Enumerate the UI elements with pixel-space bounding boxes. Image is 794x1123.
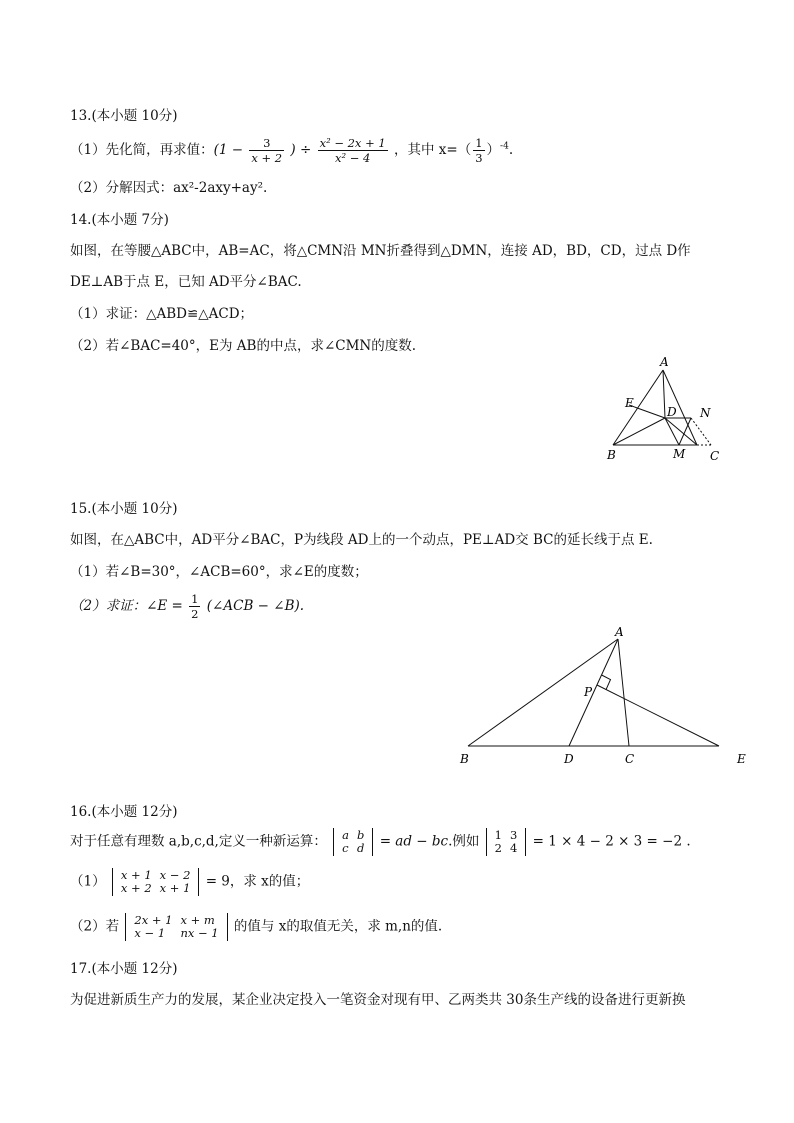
q14-stem-1: 如图，在等腰△ABC中，AB=AC，将△CMN沿 MN折叠得到△DMN，连接 AD，BD，CD，过点 D作: [70, 243, 691, 259]
q14-part2: （2）若∠BAC=40°，E为 AB的中点，求∠CMN的度数.: [70, 338, 417, 354]
det-cell: nx − 1: [180, 926, 219, 940]
q15-header: 15.(本小题 10分): [70, 501, 178, 517]
q16-example-word: .例如: [448, 833, 480, 850]
q16-part2: [70, 913, 442, 941]
q14-header: 14.(本小题 7分): [70, 212, 169, 228]
q14-label-a: A: [660, 355, 669, 369]
q13-divide: ) ÷: [290, 142, 312, 158]
q16-definition-determinant: [333, 828, 373, 856]
q14-stem-2: DE⊥AB于点 E，已知 AD平分∠BAC.: [70, 274, 302, 290]
det-cell: x + 1: [120, 868, 152, 882]
q16-part1-prefix: （1）: [70, 873, 106, 890]
q14-label-c: C: [710, 449, 720, 463]
det-cell: x + m: [180, 913, 215, 927]
det-cell: 2: [494, 841, 502, 855]
q16-stem-prefix: 对于任意有理数 a,b,c,d,定义一种新运算：: [70, 833, 327, 850]
q15-part2-prefix: （2）求证：∠E =: [70, 598, 183, 614]
q13-fraction-3: [473, 136, 484, 165]
q13-fraction-2: [318, 136, 388, 165]
q13-f3-denominator: 3: [475, 151, 483, 165]
det-cell: x + 2: [120, 881, 152, 895]
q13-fraction-1: [249, 136, 284, 165]
q15-line-ad: [569, 639, 618, 746]
q13-exponent: -4: [500, 141, 509, 152]
q16-part1: [70, 868, 309, 896]
q15-label-a: A: [615, 625, 624, 639]
det-cell: 1: [494, 828, 502, 842]
det-cell: b: [357, 828, 365, 842]
q15-stem: 如图，在△ABC中，AD平分∠BAC，P为线段 AD上的一个动点，PE⊥AD交 BC的延长线于点 E.: [70, 532, 653, 548]
q15-fraction: [189, 592, 200, 621]
q14-line-ad: [663, 370, 665, 418]
q13-f3-numerator: 1: [475, 136, 483, 150]
q16-stem: [70, 828, 691, 856]
q13-part2: （2）分解因式：ax²-2axy+ay².: [70, 180, 268, 196]
q13-f2-denominator: x² − 4: [334, 151, 371, 165]
q14-label-m: M: [673, 447, 686, 461]
q14-figure: [605, 355, 730, 467]
q15-label-d: D: [564, 752, 574, 766]
det-cell: 2x + 1: [134, 913, 173, 927]
q13-header: 13.(本小题 10分): [70, 108, 178, 124]
det-cell: x − 2: [159, 868, 191, 882]
q14-line-bd: [613, 418, 665, 445]
det-cell: x + 1: [159, 881, 191, 895]
q16-part1-determinant: [112, 868, 200, 896]
q13-part1-mid: ，其中 x=（: [393, 142, 472, 158]
q13-f1-denominator: x + 2: [251, 151, 283, 165]
q15-label-b: B: [460, 752, 469, 766]
det-cell: 3: [510, 828, 518, 842]
q15-f-numerator: 1: [191, 592, 199, 606]
q14-part1: （1）求证：△ABD≌△ACD；: [70, 306, 254, 322]
q14-line-de: [629, 405, 665, 418]
q16-definition-result: = ad − bc: [379, 833, 449, 850]
det-cell: c: [342, 841, 349, 855]
q16-part1-suffix: = 9，求 x的值；: [205, 873, 310, 890]
q15-line-ab: [468, 639, 618, 746]
q13-f2-numerator: x² − 2x + 1: [319, 136, 386, 150]
q15-figure: [455, 622, 755, 772]
q16-part2-suffix: 的值与 x的取值无关，求 m,n的值.: [233, 918, 443, 935]
q16-part2-prefix: （2）若: [70, 918, 120, 935]
q15-label-p: P: [584, 685, 593, 699]
q17-header: 17.(本小题 12分): [70, 961, 178, 977]
q14-label-e: E: [625, 396, 634, 410]
q16-header: 16.(本小题 12分): [70, 804, 178, 820]
q13-part1: [70, 136, 513, 165]
q15-line-pe: [597, 685, 719, 746]
q13-part1-end: ）: [486, 142, 501, 158]
q14-line-ab: [613, 370, 663, 445]
q13-dot: .: [508, 142, 514, 158]
q16-example-determinant: [486, 828, 527, 856]
det-cell: d: [357, 841, 365, 855]
q14-label-n: N: [700, 406, 711, 420]
det-cell: x − 1: [134, 926, 166, 940]
q15-f-denominator: 2: [191, 607, 199, 621]
q15-part2-suffix: (∠ACB − ∠B).: [206, 598, 305, 614]
q15-label-e: E: [737, 752, 746, 766]
q14-line-nc-dashed: [691, 418, 711, 445]
q16-example-result: = 1 × 4 − 2 × 3 = −2 .: [532, 833, 691, 850]
q14-label-b: B: [607, 448, 616, 462]
q14-line-dm: [665, 418, 679, 445]
q13-expr-open: (1 −: [213, 142, 244, 158]
q16-part2-determinant: [125, 913, 227, 941]
q15-line-ac: [618, 639, 629, 746]
q15-part1: （1）若∠B=30°，∠ACB=60°，求∠E的度数；: [70, 564, 368, 580]
q13-part1-prefix: （1）先化简，再求值：: [70, 142, 214, 158]
det-cell: 4: [510, 841, 518, 855]
q13-f1-numerator: 3: [249, 136, 284, 151]
q14-label-d: D: [667, 405, 677, 419]
q15-part2: [70, 592, 304, 621]
q15-label-c: C: [625, 752, 635, 766]
det-cell: a: [342, 828, 350, 842]
q17-stem: 为促进新质生产力的发展，某企业决定投入一笔资金对现有甲、乙两类共 30条生产线的设备进行更新换: [70, 992, 686, 1008]
